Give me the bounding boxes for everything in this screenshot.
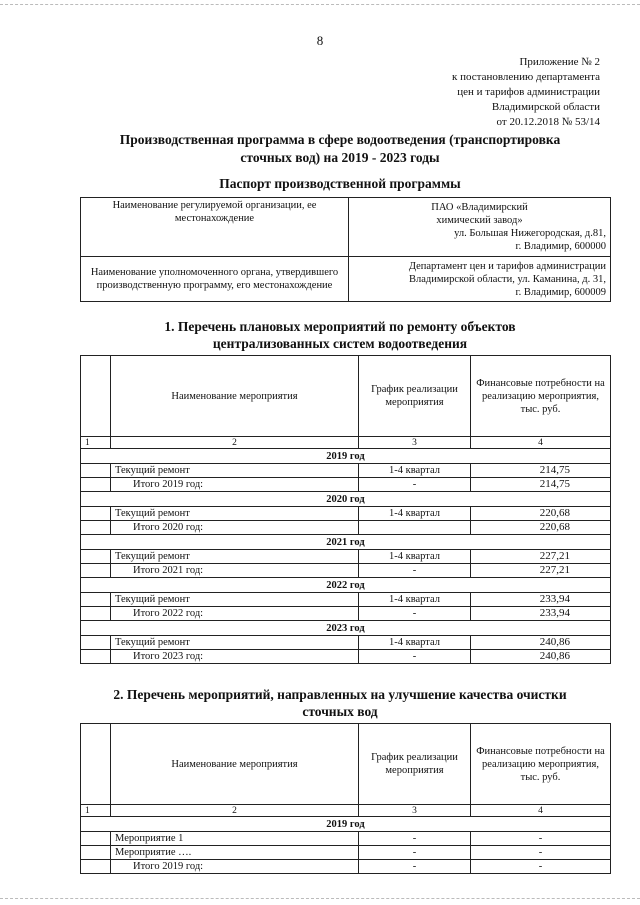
row-value: - [471, 832, 611, 846]
year-row [81, 492, 611, 507]
year-label: 2019 год [81, 449, 611, 464]
passport-value-line: г. Владимир, 600000 [515, 241, 606, 252]
column-number: 2 [111, 437, 359, 449]
appendix-line: цен и тарифов администрации [457, 86, 600, 98]
section1-title-line: 1. Перечень плановых мероприятий по ремонту объектов [164, 319, 516, 334]
row-item: Текущий ремонт [111, 464, 359, 478]
total-row [81, 564, 611, 578]
row-schedule: 1-4 квартал [359, 550, 471, 564]
section1-table [80, 355, 611, 664]
row-number [81, 593, 111, 607]
row-number [81, 846, 111, 860]
total-schedule: - [359, 564, 471, 578]
total-label: Итого 2023 год: [111, 650, 359, 664]
header-cell-name: Наименование мероприятия [111, 356, 359, 437]
header-cell-number [81, 724, 111, 805]
row-number [81, 607, 111, 621]
row-item: Текущий ремонт [111, 593, 359, 607]
row-value: 214,75 [471, 464, 611, 478]
year-label: 2023 год [81, 621, 611, 636]
page-edge-top [0, 4, 640, 5]
column-number: 4 [471, 805, 611, 817]
total-value: 233,94 [471, 607, 611, 621]
passport-row [81, 257, 611, 302]
passport-value-line: г. Владимир, 600009 [515, 286, 606, 298]
page-edge-bottom [0, 898, 640, 899]
total-row [81, 607, 611, 621]
row-schedule: - [359, 832, 471, 846]
section1-title-line: централизованных систем водоотведения [212, 336, 468, 351]
section2-table [80, 723, 611, 874]
row-schedule: - [359, 846, 471, 860]
row-value: 220,68 [471, 507, 611, 521]
column-number: 4 [471, 437, 611, 449]
total-label: Итого 2019 год: [111, 860, 359, 874]
column-number-row [81, 805, 611, 817]
passport-value-line: химический завод» [436, 215, 523, 226]
table-row [81, 636, 611, 650]
table-row [81, 464, 611, 478]
table-header-row [81, 356, 611, 437]
passport-value [349, 198, 611, 257]
row-schedule: 1-4 квартал [359, 593, 471, 607]
row-item: Текущий ремонт [111, 507, 359, 521]
document-title [60, 131, 620, 167]
row-value: - [471, 846, 611, 860]
column-number: 2 [111, 805, 359, 817]
total-schedule: - [359, 478, 471, 492]
page-number: 8 [316, 33, 324, 48]
total-value: - [471, 860, 611, 874]
column-number-row [81, 437, 611, 449]
passport-value [349, 257, 611, 302]
section2-title [60, 686, 620, 720]
row-item: Текущий ремонт [111, 550, 359, 564]
total-value: 240,86 [471, 650, 611, 664]
year-row [81, 449, 611, 464]
row-number [81, 464, 111, 478]
section1-title [60, 318, 620, 352]
passport-value-line: Департамент цен и тарифов администрации [408, 260, 606, 272]
column-number: 3 [359, 805, 471, 817]
appendix-note [360, 55, 600, 130]
column-number: 1 [81, 437, 111, 449]
passport-value-line: Владимирской области, ул. Каманина, д. 31, [409, 273, 606, 285]
section2-title-line: 2. Перечень мероприятий, направленных на улучшение качества очистки [113, 687, 567, 702]
year-row [81, 578, 611, 593]
row-value: 240,86 [471, 636, 611, 650]
total-value: 220,68 [471, 521, 611, 535]
row-number [81, 478, 111, 492]
row-schedule: 1-4 квартал [359, 636, 471, 650]
appendix-line: Приложение № 2 [519, 56, 600, 68]
total-schedule: - [359, 650, 471, 664]
table-row [81, 550, 611, 564]
row-number [81, 832, 111, 846]
row-value: 227,21 [471, 550, 611, 564]
header-cell-finance: Финансовые потребности на реализацию мероприятия, тыс. руб. [471, 724, 611, 805]
row-item: Мероприятие 1 [111, 832, 359, 846]
column-number: 3 [359, 437, 471, 449]
header-cell-name: Наименование мероприятия [111, 724, 359, 805]
total-label: Итого 2020 год: [111, 521, 359, 535]
table-row [81, 507, 611, 521]
year-label: 2022 год [81, 578, 611, 593]
total-row [81, 521, 611, 535]
year-row [81, 621, 611, 636]
total-row [81, 650, 611, 664]
row-schedule: 1-4 квартал [359, 507, 471, 521]
year-row [81, 535, 611, 550]
document-title-line: Производственная программа в сфере водоотведения (транспортировка [119, 132, 561, 147]
passport-value-line: ПАО «Владимирский [431, 202, 528, 213]
row-number [81, 564, 111, 578]
year-label: 2021 год [81, 535, 611, 550]
total-schedule: - [359, 607, 471, 621]
total-row [81, 478, 611, 492]
total-label: Итого 2022 год: [111, 607, 359, 621]
appendix-line: к постановлению департамента [452, 71, 600, 83]
section2-title-line: сточных вод [302, 704, 378, 719]
total-row [81, 860, 611, 874]
year-label: 2019 год [81, 817, 611, 832]
passport-label: Наименование уполномоченного органа, утвердившего производственную программу, его местонахождение [81, 257, 349, 302]
row-number [81, 636, 111, 650]
appendix-line: Владимирской области [491, 101, 600, 113]
header-cell-schedule: График реализации мероприятия [359, 356, 471, 437]
table-row [81, 846, 611, 860]
total-label: Итого 2021 год: [111, 564, 359, 578]
year-row [81, 817, 611, 832]
row-schedule: 1-4 квартал [359, 464, 471, 478]
passport-table [80, 197, 611, 302]
row-item: Текущий ремонт [111, 636, 359, 650]
passport-value-line: ул. Большая Нижегородская, д.81, [454, 228, 606, 239]
table-row [81, 593, 611, 607]
row-number [81, 650, 111, 664]
column-number: 1 [81, 805, 111, 817]
header-cell-number [81, 356, 111, 437]
total-value: 227,21 [471, 564, 611, 578]
total-schedule [359, 521, 471, 535]
total-label: Итого 2019 год: [111, 478, 359, 492]
total-schedule: - [359, 860, 471, 874]
total-value: 214,75 [471, 478, 611, 492]
table-row [81, 832, 611, 846]
row-number [81, 550, 111, 564]
appendix-line: от 20.12.2018 № 53/14 [496, 116, 600, 128]
passport-label: Наименование регулируемой организации, ее местонахождение [81, 198, 349, 257]
header-cell-schedule: График реализации мероприятия [359, 724, 471, 805]
row-number [81, 507, 111, 521]
table-header-row [81, 724, 611, 805]
row-number [81, 521, 111, 535]
passport-row [81, 198, 611, 257]
header-cell-finance: Финансовые потребности на реализацию мероприятия, тыс. руб. [471, 356, 611, 437]
year-label: 2020 год [81, 492, 611, 507]
row-item: Мероприятие …. [111, 846, 359, 860]
document-title-line: сточных вод) на 2019 - 2023 годы [240, 150, 440, 165]
row-number [81, 860, 111, 874]
passport-title: Паспорт производственной программы [219, 176, 461, 191]
row-value: 233,94 [471, 593, 611, 607]
